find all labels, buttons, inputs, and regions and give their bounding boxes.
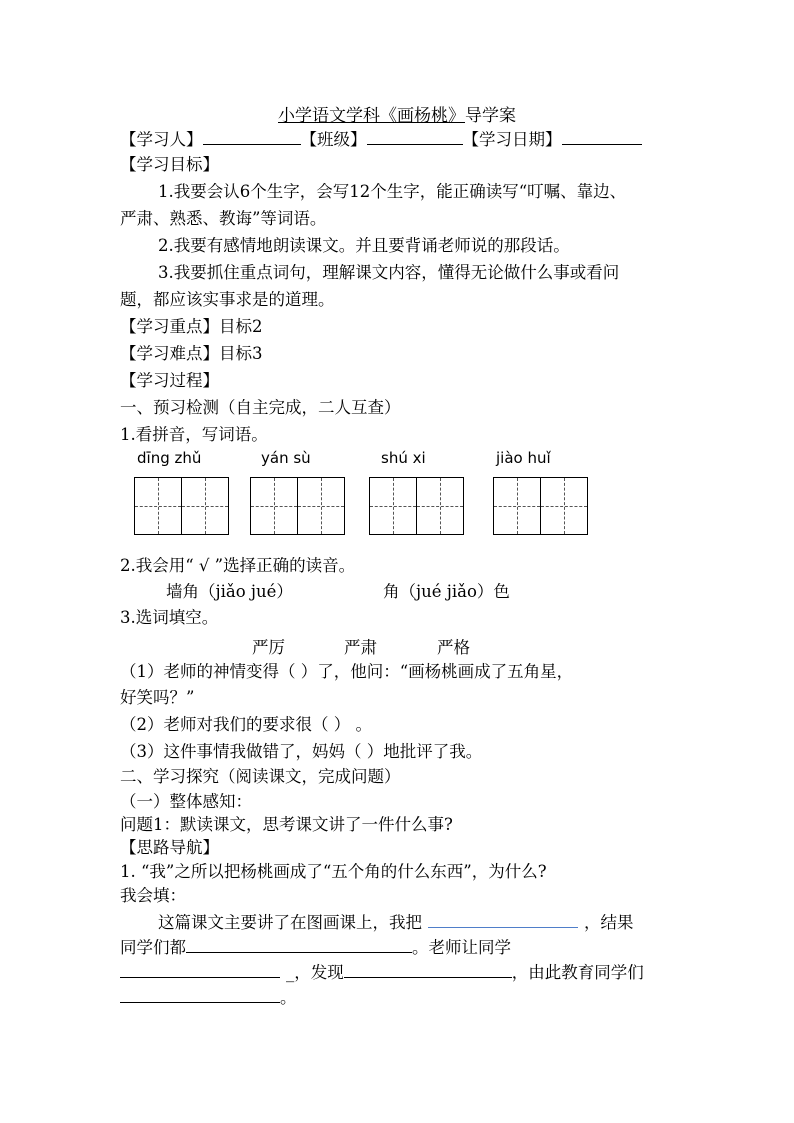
writing-grid-4[interactable] <box>493 477 588 535</box>
difficulty: 【学习难点】目标3 <box>120 344 263 363</box>
header-row <box>120 128 642 150</box>
fill-text-2b: 。老师让同学 <box>412 938 511 957</box>
fill-text-1a: 这篇课文主要讲了在图画课上，我把 <box>158 913 422 932</box>
fill-text-1b: ，结果 <box>584 913 634 932</box>
sentence-1-line-2: 好笑吗？” <box>120 688 195 707</box>
grid-cell[interactable] <box>182 478 229 534</box>
title-lesson: 《画杨桃》 <box>380 106 465 126</box>
section-1-heading: 一、预习检测（自主完成，二人互查） <box>120 398 401 417</box>
title-suffix: 导学案 <box>465 106 516 126</box>
pronunciation-item-2: 角（jué jiǎo）色 <box>383 582 510 601</box>
sentence-3: （3）这件事情我做错了，妈妈（ ）地批评了我。 <box>120 742 483 761</box>
word-choice-3: 严格 <box>437 638 470 657</box>
fill-line-4 <box>120 986 297 1008</box>
problem-1: 问题1：默读课文，思考课文讲了一件什么事? <box>120 815 453 834</box>
pinyin-1: dīng zhǔ <box>137 449 202 467</box>
fill-blank-2[interactable] <box>186 936 412 953</box>
goal-1-line-2: 严肃、熟悉、教诲”等词语。 <box>120 209 327 228</box>
pinyin-3: shú xi <box>381 449 426 467</box>
fill-text-4: 。 <box>280 988 297 1007</box>
sentence-1-line-1: （1）老师的神情变得（ ）了，他问：“画杨桃画成了五角星， <box>120 662 574 681</box>
learner-blank[interactable] <box>203 128 301 145</box>
fill-text-3b: ，由此教育同学们 <box>511 963 644 982</box>
grid-cell[interactable] <box>494 478 541 534</box>
fill-blank-4[interactable] <box>344 961 512 978</box>
fill-line-3 <box>120 961 644 983</box>
goal-1-line-1: 1.我要会认6个生字，会写12个生字，能正确读写“叮嘱、靠边、 <box>158 182 627 201</box>
learner-label: 【学习人】 <box>120 130 203 149</box>
pinyin-2: yán sù <box>261 449 311 467</box>
sentence-2: （2）老师对我们的要求很（ ） 。 <box>120 715 372 734</box>
date-blank[interactable] <box>562 128 642 145</box>
word-choice-1: 严厉 <box>252 638 285 657</box>
goal-3-line-2: 题，都应该实事求是的道理。 <box>120 290 335 309</box>
grid-cell[interactable] <box>541 478 588 534</box>
fill-blank-1[interactable] <box>428 911 578 928</box>
thought-guide-heading: 【思路导航】 <box>120 838 219 857</box>
guide-item-1: 1. “我”之所以把杨桃画成了“五个角的什么东西”，为什么? <box>120 862 547 881</box>
title-subject: 小学语文学科 <box>278 106 380 126</box>
section-2-heading: 二、学习探究（阅读课文，完成问题） <box>120 767 401 786</box>
class-label: 【班级】 <box>300 130 367 149</box>
fill-blank-3[interactable] <box>120 961 280 978</box>
goals-heading: 【学习目标】 <box>120 155 219 174</box>
grid-cell[interactable] <box>417 478 464 534</box>
question-2: 2.我会用“ √ ”选择正确的读音。 <box>120 556 356 575</box>
goal-3-line-1: 3.我要抓住重点词句，理解课文内容，懂得无论做什么事或看问 <box>158 263 620 282</box>
question-3: 3.选词填空。 <box>120 608 219 627</box>
fill-blank-5[interactable] <box>120 986 280 1003</box>
key-point: 【学习重点】目标2 <box>120 317 263 336</box>
pronunciation-item-1: 墙角（jiǎo jué） <box>166 582 293 601</box>
process-heading: 【学习过程】 <box>120 371 219 390</box>
fill-line-1 <box>158 911 634 933</box>
class-blank[interactable] <box>367 128 463 145</box>
overall-perception: （一）整体感知： <box>120 792 252 811</box>
grid-cell[interactable] <box>298 478 345 534</box>
grid-cell[interactable] <box>135 478 182 534</box>
page-title <box>0 101 794 126</box>
fill-line-2 <box>120 936 511 958</box>
pinyin-4: jiào huǐ <box>496 449 551 467</box>
grid-cell[interactable] <box>370 478 417 534</box>
word-choice-2: 严肃 <box>344 638 377 657</box>
fill-label: 我会填： <box>120 886 186 905</box>
question-1: 1.看拼音，写词语。 <box>120 425 268 444</box>
fill-text-2a: 同学们都 <box>120 938 186 957</box>
grid-cell[interactable] <box>251 478 298 534</box>
goal-2: 2.我要有感情地朗读课文。并且要背诵老师说的那段话。 <box>158 236 570 255</box>
fill-text-3a: _，发现 <box>286 963 344 982</box>
date-label: 【学习日期】 <box>462 130 562 149</box>
writing-grid-3[interactable] <box>369 477 464 535</box>
writing-grid-2[interactable] <box>250 477 345 535</box>
writing-grid-1[interactable] <box>134 477 229 535</box>
